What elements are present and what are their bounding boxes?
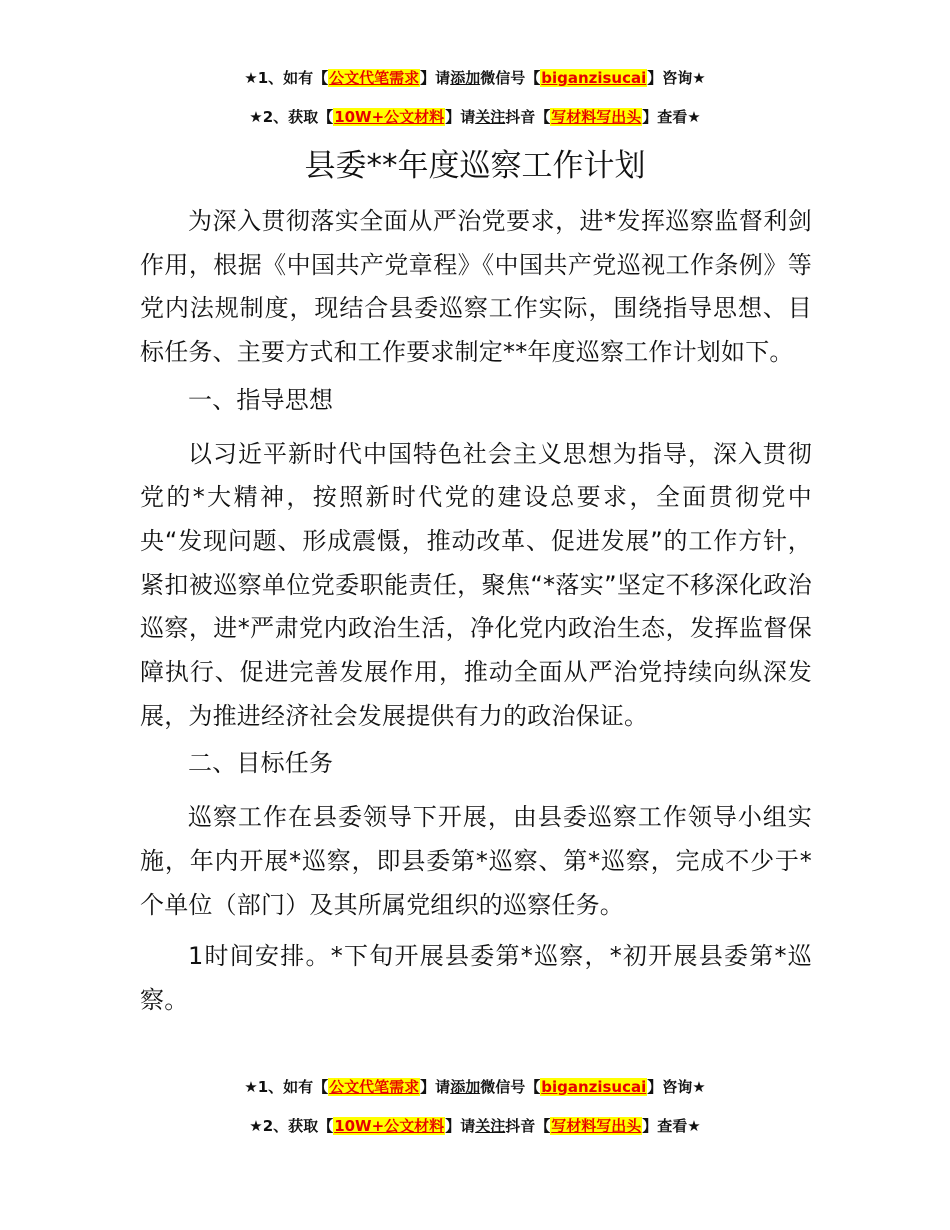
bottom-banner-line-2 xyxy=(0,1115,950,1137)
banner-text: 抖音【 xyxy=(505,1117,551,1135)
banner-suffix: 】查看★ xyxy=(642,1117,701,1135)
top-banner-line-2 xyxy=(0,106,950,128)
top-banner-line-1 xyxy=(0,67,950,89)
document-body xyxy=(140,200,812,1023)
banner-underlined-word: 添加 xyxy=(450,69,481,87)
banner-underlined-word: 关注 xyxy=(475,108,506,126)
banner-text: 抖音【 xyxy=(505,108,551,126)
banner-text: 】请 xyxy=(420,69,451,87)
document-title: 县委**年度巡察工作计划 xyxy=(304,148,646,184)
banner-underlined-word: 关注 xyxy=(475,1117,506,1135)
banner-text: 微信号【 xyxy=(480,1078,541,1096)
banner-prefix: ★2、获取【 xyxy=(249,1117,334,1135)
banner-suffix: 】咨询★ xyxy=(647,69,706,87)
bottom-banner-line-1 xyxy=(0,1076,950,1098)
banner-suffix: 】咨询★ xyxy=(647,1078,706,1096)
banner-highlight-service: 公文代笔需求 xyxy=(329,69,420,87)
banner-text: 】请 xyxy=(420,1078,451,1096)
banner-highlight-wechat-id: biganzisucai xyxy=(541,1078,647,1096)
banner-prefix: ★2、获取【 xyxy=(249,108,334,126)
banner-text: 微信号【 xyxy=(480,69,541,87)
intro-paragraph: 为深入贯彻落实全面从严治党要求，进*发挥巡察监督利剑作用，根据《中国共产党章程》《中国共产党巡视工作条例》等党内法规制度，现结合县委巡察工作实际，围绕指导思想、目标任务、主要方式和工作要求制定**年度巡察工作计划如下。 xyxy=(140,207,812,367)
objectives-paragraph: 巡察工作在县委领导下开展，由县委巡察工作领导小组实施，年内开展*巡察，即县委第*巡察、第*巡察，完成不少于*个单位（部门）及其所属党组织的巡察任务。 xyxy=(140,803,812,919)
section-heading-objectives: 二、目标任务 xyxy=(188,749,334,778)
banner-suffix: 】查看★ xyxy=(642,108,701,126)
banner-underlined-word: 添加 xyxy=(450,1078,481,1096)
banner-highlight-service: 公文代笔需求 xyxy=(329,1078,420,1096)
banner-prefix: ★1、如有【 xyxy=(244,1078,329,1096)
banner-highlight-wechat-id: biganzisucai xyxy=(541,69,647,87)
schedule-paragraph: 1时间安排。*下旬开展县委第*巡察，*初开展县委第*巡察。 xyxy=(140,942,812,1014)
banner-highlight-materials: 10W+公文材料 xyxy=(334,108,445,126)
section-heading-guiding-ideology: 一、指导思想 xyxy=(188,385,334,414)
banner-prefix: ★1、如有【 xyxy=(244,69,329,87)
banner-highlight-douyin-id: 写材料写出头 xyxy=(551,108,642,126)
guiding-ideology-paragraph: 以习近平新时代中国特色社会主义思想为指导，深入贯彻党的*大精神，按照新时代党的建设总要求，全面贯彻党中央“发现问题、形成震慑，推动改革、促进发展”的工作方针，紧扣被巡察单位党委职能责任，聚焦“*落实”坚定不移深化政治巡察，进*严肃党内政治生活，净化党内政治生态，发挥监督保障执行、促进完善发展作用，推动全面从严治党持续向纵深发展，为推进经济社会发展提供有力的政治保证。 xyxy=(140,439,812,730)
banner-text: 】请 xyxy=(445,108,476,126)
banner-highlight-materials: 10W+公文材料 xyxy=(334,1117,445,1135)
banner-text: 】请 xyxy=(445,1117,476,1135)
banner-highlight-douyin-id: 写材料写出头 xyxy=(551,1117,642,1135)
